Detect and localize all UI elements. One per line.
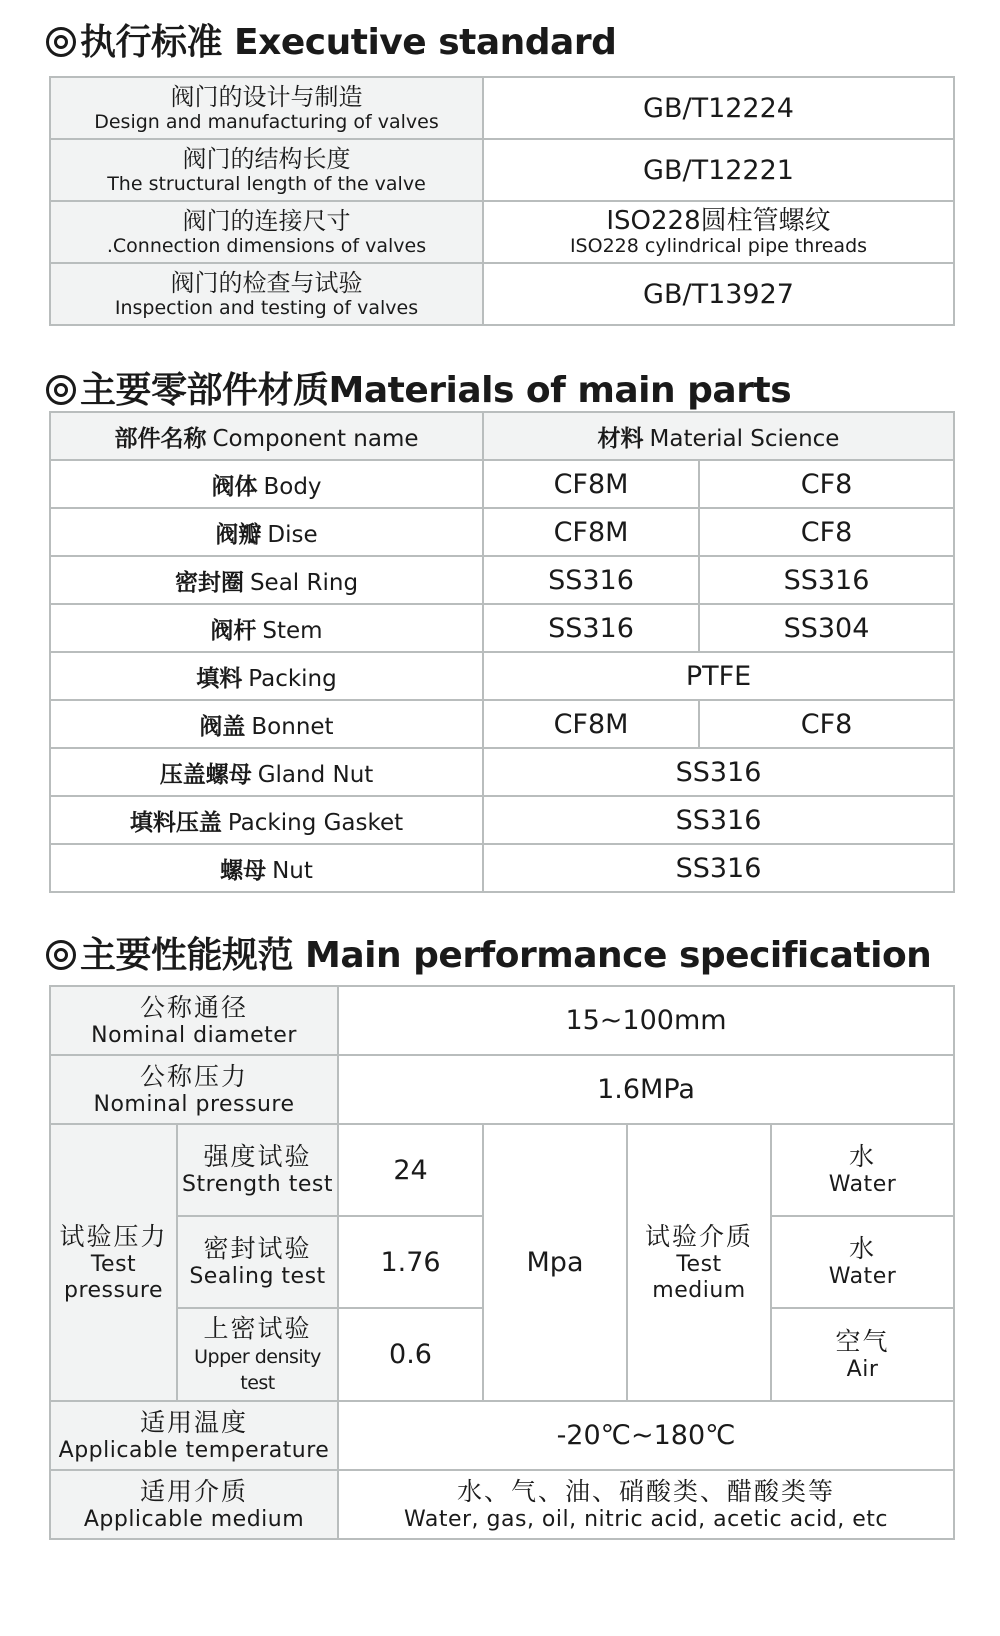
spec-value-cell: 水、气、油、硝酸类、醋酸类等 Water, gas, oil, nitric acid, acetic acid, etc xyxy=(338,1470,954,1539)
component-name-cell: 填料 Packing xyxy=(50,652,483,700)
section-title-performance: 主要性能规范 Main performance specification xyxy=(46,927,931,978)
table-row xyxy=(50,1401,954,1470)
standard-value-cell: ISO228圆柱管螺纹 ISO228 cylindrical pipe threads xyxy=(483,201,954,263)
component-name-cell: 密封圈 Seal Ring xyxy=(50,556,483,604)
component-name-cell: 阀盖 Bonnet xyxy=(50,700,483,748)
column-header-material: 材料 Material Science xyxy=(483,412,954,460)
test-medium-cell: 水 Water xyxy=(771,1216,954,1308)
double-circle-icon xyxy=(46,940,76,970)
material-cell: SS316 xyxy=(483,556,699,604)
test-value-cell: 24 xyxy=(338,1124,483,1216)
material-cell: SS304 xyxy=(699,604,954,652)
section-title-materials: 主要零部件材质Materials of main parts xyxy=(46,362,791,413)
material-cell: CF8M xyxy=(483,508,699,556)
test-medium-label-cell: 试验介质 Test medium xyxy=(627,1124,771,1401)
material-cell: CF8M xyxy=(483,700,699,748)
table-row xyxy=(50,796,954,844)
table-row xyxy=(50,77,954,139)
spec-label-cell: 适用介质 Applicable medium xyxy=(50,1470,338,1539)
materials-table xyxy=(49,411,955,893)
component-name-cell: 压盖螺母 Gland Nut xyxy=(50,748,483,796)
section-title-executive-standard: 执行标准 Executive standard xyxy=(46,14,616,65)
component-name-cell: 阀杆 Stem xyxy=(50,604,483,652)
table-row xyxy=(50,139,954,201)
test-name-cell: 密封试验 Sealing test xyxy=(177,1216,338,1308)
table-row xyxy=(50,1470,954,1539)
table-row xyxy=(50,652,954,700)
test-medium-cell: 水 Water xyxy=(771,1124,954,1216)
executive-standard-table xyxy=(49,76,955,326)
standard-item-cell: 阀门的检查与试验 Inspection and testing of valves xyxy=(50,263,483,325)
spec-value-cell: 15~100mm xyxy=(338,986,954,1055)
column-header-component: 部件名称 Component name xyxy=(50,412,483,460)
standard-item-cell: 阀门的结构长度 The structural length of the valve xyxy=(50,139,483,201)
unit-cell: Mpa xyxy=(483,1124,627,1401)
component-name-cell: 填料压盖 Packing Gasket xyxy=(50,796,483,844)
table-row xyxy=(50,263,954,325)
table-row xyxy=(50,844,954,892)
spec-label-cell: 公称通径 Nominal diameter xyxy=(50,986,338,1055)
table-row xyxy=(50,1124,954,1216)
spec-value-cell: -20℃~180℃ xyxy=(338,1401,954,1470)
material-cell: CF8 xyxy=(699,700,954,748)
material-cell: SS316 xyxy=(483,604,699,652)
material-cell: CF8 xyxy=(699,460,954,508)
test-name-cell: 上密试验 Upper density test xyxy=(177,1308,338,1401)
standard-item-cell: 阀门的连接尺寸 .Connection dimensions of valves xyxy=(50,201,483,263)
table-row xyxy=(50,748,954,796)
table-row xyxy=(50,1055,954,1124)
table-row xyxy=(50,700,954,748)
material-cell: SS316 xyxy=(483,844,954,892)
component-name-cell: 阀体 Body xyxy=(50,460,483,508)
standard-value-cell: GB/T12221 xyxy=(483,139,954,201)
test-pressure-label-cell: 试验压力 Test pressure xyxy=(50,1124,177,1401)
double-circle-icon xyxy=(46,375,76,405)
material-cell: SS316 xyxy=(483,796,954,844)
table-row xyxy=(50,986,954,1055)
table-row xyxy=(50,604,954,652)
standard-item-cell: 阀门的设计与制造 Design and manufacturing of valves xyxy=(50,77,483,139)
material-cell: SS316 xyxy=(699,556,954,604)
component-name-cell: 阀瓣 Dise xyxy=(50,508,483,556)
table-header-row xyxy=(50,412,954,460)
test-name-cell: 强度试验 Strength test xyxy=(177,1124,338,1216)
material-cell: SS316 xyxy=(483,748,954,796)
test-value-cell: 0.6 xyxy=(338,1308,483,1401)
material-cell: CF8 xyxy=(699,508,954,556)
double-circle-icon xyxy=(46,27,76,57)
material-cell: PTFE xyxy=(483,652,954,700)
performance-table xyxy=(49,985,955,1540)
test-value-cell: 1.76 xyxy=(338,1216,483,1308)
material-cell: CF8M xyxy=(483,460,699,508)
spec-label-cell: 适用温度 Applicable temperature xyxy=(50,1401,338,1470)
component-name-cell: 螺母 Nut xyxy=(50,844,483,892)
spec-label-cell: 公称压力 Nominal pressure xyxy=(50,1055,338,1124)
test-medium-cell: 空气 Air xyxy=(771,1308,954,1401)
table-row xyxy=(50,460,954,508)
standard-value-cell: GB/T12224 xyxy=(483,77,954,139)
standard-value-cell: GB/T13927 xyxy=(483,263,954,325)
spec-value-cell: 1.6MPa xyxy=(338,1055,954,1124)
table-row xyxy=(50,201,954,263)
table-row xyxy=(50,508,954,556)
table-row xyxy=(50,556,954,604)
